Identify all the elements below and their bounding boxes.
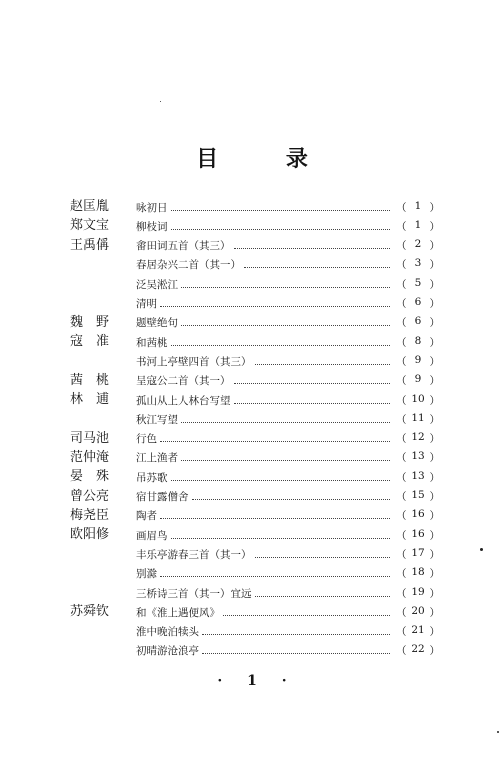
- toc-entry[interactable]: [136, 197, 440, 217]
- toc-dot-leader: [181, 286, 390, 288]
- toc-dot-leader: [181, 324, 390, 326]
- toc-dot-leader: [234, 247, 391, 249]
- toc-poem-title: 三桥诗三首（其一）宜远: [136, 587, 252, 600]
- toc-poem-title: 和茜桃: [136, 336, 168, 349]
- toc-author: 晏 殊: [70, 469, 110, 485]
- paren-open: （: [396, 413, 407, 426]
- paren-open: （: [396, 336, 407, 349]
- toc-entry[interactable]: [136, 506, 440, 526]
- toc-poem-title: 柳枝词: [136, 220, 168, 233]
- toc-author: [70, 564, 130, 584]
- paren-close: ）: [429, 529, 440, 542]
- toc-entry[interactable]: [136, 583, 440, 603]
- toc-page-number: 18: [411, 566, 425, 579]
- toc-poem-title: 呈寇公二首（其一）: [136, 375, 231, 388]
- toc-row: [0, 236, 504, 256]
- toc-row: [0, 487, 504, 507]
- toc-row: [0, 525, 504, 545]
- toc-row: [0, 409, 504, 429]
- toc-author: [70, 544, 130, 564]
- paren-open: （: [396, 201, 407, 214]
- paren-close: ）: [429, 645, 440, 658]
- toc-page-ref: [396, 335, 440, 350]
- paren-open: （: [396, 259, 407, 272]
- toc-entry[interactable]: [136, 371, 440, 391]
- toc-page-number: 13: [411, 450, 425, 463]
- toc-entry[interactable]: [136, 390, 440, 410]
- paren-close: ）: [429, 471, 440, 484]
- page-number: · 1 ·: [217, 673, 297, 689]
- toc-author: 寇 准: [70, 334, 110, 350]
- paren-close: ）: [429, 606, 440, 619]
- paren-open: （: [396, 375, 407, 388]
- toc-page-number: 13: [411, 469, 425, 482]
- paren-close: ）: [429, 568, 440, 581]
- paren-close: ）: [429, 278, 440, 291]
- toc-page-number: 1: [414, 218, 422, 231]
- paren-close: ）: [429, 240, 440, 253]
- toc-poem-title: 书河上亭壁四首（其三）: [136, 355, 252, 368]
- toc-row: [0, 294, 504, 314]
- toc-row: [0, 602, 504, 622]
- toc-page-ref: [396, 586, 440, 601]
- toc-page-ref: [396, 528, 440, 543]
- toc-dot-leader: [171, 479, 391, 481]
- toc-page-number: 6: [414, 315, 422, 328]
- toc-author: 林 逋: [70, 392, 110, 407]
- toc-poem-title: 清明: [136, 298, 157, 310]
- toc-dot-leader: [160, 575, 390, 577]
- toc-author: [70, 274, 130, 294]
- toc-author: 茜 桃: [70, 372, 110, 388]
- paren-close: ）: [429, 336, 440, 349]
- toc-poem-title: 畬田词五首（其三）: [136, 240, 231, 253]
- paren-close: ）: [429, 413, 440, 426]
- toc-page-ref: [396, 624, 440, 639]
- toc-page-ref: [396, 643, 440, 658]
- toc-page-number: 11: [411, 411, 425, 424]
- toc-author: 苏舜钦: [70, 604, 110, 620]
- toc-page-number: 10: [411, 392, 425, 405]
- paren-close: ）: [429, 510, 440, 523]
- paren-close: ）: [429, 298, 440, 310]
- toc-row: [0, 564, 504, 584]
- toc-page-number: 3: [414, 257, 422, 270]
- paren-close: ）: [429, 452, 440, 465]
- toc-page-number: 21: [411, 624, 425, 637]
- toc-author: 梅尧臣: [70, 507, 110, 523]
- toc-page-ref: [396, 200, 440, 215]
- toc-entry[interactable]: [136, 641, 440, 661]
- toc-poem-title: 泛吴淞江: [136, 278, 178, 291]
- toc-row: [0, 313, 504, 333]
- toc-page-ref: [396, 566, 440, 581]
- paren-open: （: [396, 394, 407, 407]
- toc-poem-title: 别滁: [136, 568, 157, 581]
- toc-page-ref: [396, 315, 440, 330]
- toc-poem-title: 春居杂兴二首（其一）: [136, 259, 241, 272]
- toc-dot-leader: [234, 382, 391, 384]
- toc-dot-leader: [202, 652, 390, 654]
- toc-page-ref: [396, 450, 440, 465]
- paren-close: ）: [429, 491, 440, 503]
- paren-close: ）: [429, 587, 440, 600]
- toc-page-ref: [396, 238, 440, 253]
- toc-dot-leader: [223, 614, 390, 616]
- toc-row: [0, 197, 504, 217]
- toc-page-ref: [396, 277, 440, 292]
- toc-dot-leader: [181, 421, 390, 423]
- toc-row: [0, 255, 504, 275]
- toc-author: 曾公亮: [70, 488, 110, 504]
- toc-row: [0, 351, 504, 371]
- toc-dot-leader: [160, 517, 390, 519]
- toc-entry[interactable]: [136, 313, 440, 333]
- toc-page-number: 22: [411, 643, 425, 656]
- toc-dot-leader: [171, 209, 391, 211]
- toc-dot-leader: [181, 459, 390, 461]
- toc-page-ref: [396, 508, 440, 523]
- paren-close: ）: [429, 259, 440, 272]
- toc-poem-title: 画眉鸟: [136, 529, 168, 542]
- toc-page-ref: [396, 470, 440, 485]
- toc-poem-title: 宿甘露僧舍: [136, 491, 189, 503]
- toc-author: [70, 409, 130, 429]
- toc-dot-leader: [202, 633, 390, 635]
- toc-author: [70, 294, 130, 314]
- toc-author: 司马池: [70, 430, 110, 446]
- toc-dot-leader: [255, 595, 391, 597]
- toc-row: [0, 332, 504, 352]
- toc-dot-leader: [160, 305, 390, 307]
- toc-row: [0, 274, 504, 294]
- toc-page-number: 1: [414, 199, 422, 212]
- toc-row: [0, 583, 504, 603]
- toc-entry[interactable]: [136, 216, 440, 236]
- toc-entry[interactable]: [136, 255, 440, 275]
- toc-poem-title: 初晴游沧浪亭: [136, 645, 199, 658]
- toc-page-ref: [396, 605, 440, 620]
- toc-page-number: 9: [414, 373, 422, 386]
- paren-open: （: [396, 471, 407, 484]
- toc-poem-title: 江上渔者: [136, 452, 178, 465]
- toc-entry[interactable]: [136, 429, 440, 449]
- toc-entry[interactable]: [136, 564, 440, 584]
- toc-page-ref: [396, 257, 440, 272]
- paren-close: ）: [429, 317, 440, 330]
- toc-poem-title: 丰乐亭游春三首（其一）: [136, 548, 252, 561]
- toc-entry[interactable]: [136, 544, 440, 564]
- paren-open: （: [396, 491, 407, 503]
- paren-open: （: [396, 510, 407, 523]
- toc-page-number: 8: [414, 334, 422, 347]
- toc-entry[interactable]: [136, 409, 440, 429]
- toc-page-number: 19: [411, 585, 425, 598]
- toc-dot-leader: [244, 266, 390, 268]
- paren-open: （: [396, 433, 407, 446]
- paren-open: （: [396, 529, 407, 542]
- toc-page-number: 2: [414, 238, 422, 251]
- toc-poem-title: 咏初日: [136, 201, 168, 214]
- toc-page-number: 15: [411, 489, 425, 501]
- toc-page-number: 17: [411, 546, 425, 559]
- paren-close: ）: [429, 375, 440, 388]
- toc-author: [70, 351, 130, 371]
- toc-page-number: 9: [414, 353, 422, 366]
- toc-author: 魏 野: [70, 314, 110, 330]
- toc-page-number: 16: [411, 527, 425, 540]
- toc-poem-title: 秋江写望: [136, 413, 178, 426]
- paren-close: ）: [429, 626, 440, 639]
- toc-page-ref: [396, 547, 440, 562]
- toc-row: [0, 506, 504, 526]
- toc-dot-leader: [171, 344, 391, 346]
- scan-speck: [160, 101, 161, 102]
- toc-row: [0, 544, 504, 564]
- toc-row: [0, 467, 504, 487]
- toc-author: 欧阳修: [70, 527, 110, 543]
- toc-page-number: 16: [411, 508, 425, 521]
- toc-dot-leader: [160, 440, 390, 442]
- scan-speck: [497, 731, 499, 733]
- scan-speck: [480, 548, 483, 551]
- toc-author: [70, 255, 130, 275]
- toc-row: [0, 216, 504, 236]
- paren-close: ）: [429, 355, 440, 368]
- toc-poem-title: 行色: [136, 433, 157, 446]
- toc-author: 范仲淹: [70, 449, 110, 465]
- toc-page-ref: [396, 354, 440, 369]
- toc-dot-leader: [171, 228, 391, 230]
- toc-dot-leader: [255, 556, 391, 558]
- toc-poem-title: 和《淮上遇便风》: [136, 606, 220, 619]
- toc-entry[interactable]: [136, 274, 440, 294]
- toc-entry[interactable]: [136, 602, 440, 622]
- paren-open: （: [396, 587, 407, 600]
- toc-page-number: 5: [414, 276, 422, 289]
- toc-row: [0, 448, 504, 468]
- paren-open: （: [396, 298, 407, 310]
- toc-dot-leader: [255, 363, 391, 365]
- toc-author: [70, 641, 130, 661]
- page-title: 目 录: [196, 147, 338, 172]
- toc-author: 赵匡胤: [70, 199, 110, 214]
- toc-poem-title: 陶者: [136, 510, 157, 523]
- toc-row: [0, 429, 504, 449]
- toc-entry[interactable]: [136, 351, 440, 371]
- paren-open: （: [396, 240, 407, 253]
- toc-entry[interactable]: [136, 236, 440, 256]
- toc-page-ref: [396, 393, 440, 408]
- toc-author: [70, 622, 130, 642]
- toc-row: [0, 371, 504, 391]
- toc-row: [0, 622, 504, 642]
- paren-close: ）: [429, 548, 440, 561]
- toc-entry[interactable]: [136, 525, 440, 545]
- toc-author: 王禹偁: [70, 237, 110, 253]
- paren-open: （: [396, 606, 407, 619]
- paren-open: （: [396, 317, 407, 330]
- toc-page-ref: [396, 219, 440, 234]
- paren-open: （: [396, 645, 407, 658]
- paren-open: （: [396, 548, 407, 561]
- toc-page-number: 6: [414, 296, 422, 308]
- toc-entry[interactable]: [136, 467, 440, 487]
- paren-open: （: [396, 452, 407, 465]
- paren-open: （: [396, 355, 407, 368]
- toc-dot-leader: [192, 498, 391, 500]
- toc-entry[interactable]: [136, 448, 440, 468]
- paren-close: ）: [429, 433, 440, 446]
- toc-page-ref: [396, 296, 440, 311]
- toc-entry[interactable]: [136, 332, 440, 352]
- paren-open: （: [396, 220, 407, 233]
- toc-poem-title: 淮中晚泊犊头: [136, 626, 199, 639]
- toc-dot-leader: [234, 402, 391, 404]
- toc-poem-title: 孤山从上人林台写望: [136, 394, 231, 407]
- toc-page-ref: [396, 431, 440, 446]
- toc-page-ref: [396, 489, 440, 504]
- toc-entry[interactable]: [136, 487, 440, 507]
- toc-author: 郑文宝: [70, 218, 110, 234]
- toc-dot-leader: [171, 537, 391, 539]
- paren-open: （: [396, 626, 407, 639]
- toc-page-number: 20: [411, 604, 425, 617]
- toc-page-ref: [396, 373, 440, 388]
- toc-page-ref: [396, 412, 440, 427]
- toc-poem-title: 题壁绝句: [136, 317, 178, 330]
- toc-author: [70, 583, 130, 603]
- toc-page-number: 12: [411, 431, 425, 444]
- paren-close: ）: [429, 201, 440, 214]
- paren-close: ）: [429, 220, 440, 233]
- toc-row: [0, 641, 504, 661]
- toc-poem-title: 吊苏歌: [136, 471, 168, 484]
- toc-entry[interactable]: [136, 622, 440, 642]
- paren-open: （: [396, 278, 407, 291]
- toc-row: [0, 390, 504, 410]
- paren-open: （: [396, 568, 407, 581]
- paren-close: ）: [429, 394, 440, 407]
- toc-entry[interactable]: [136, 294, 440, 314]
